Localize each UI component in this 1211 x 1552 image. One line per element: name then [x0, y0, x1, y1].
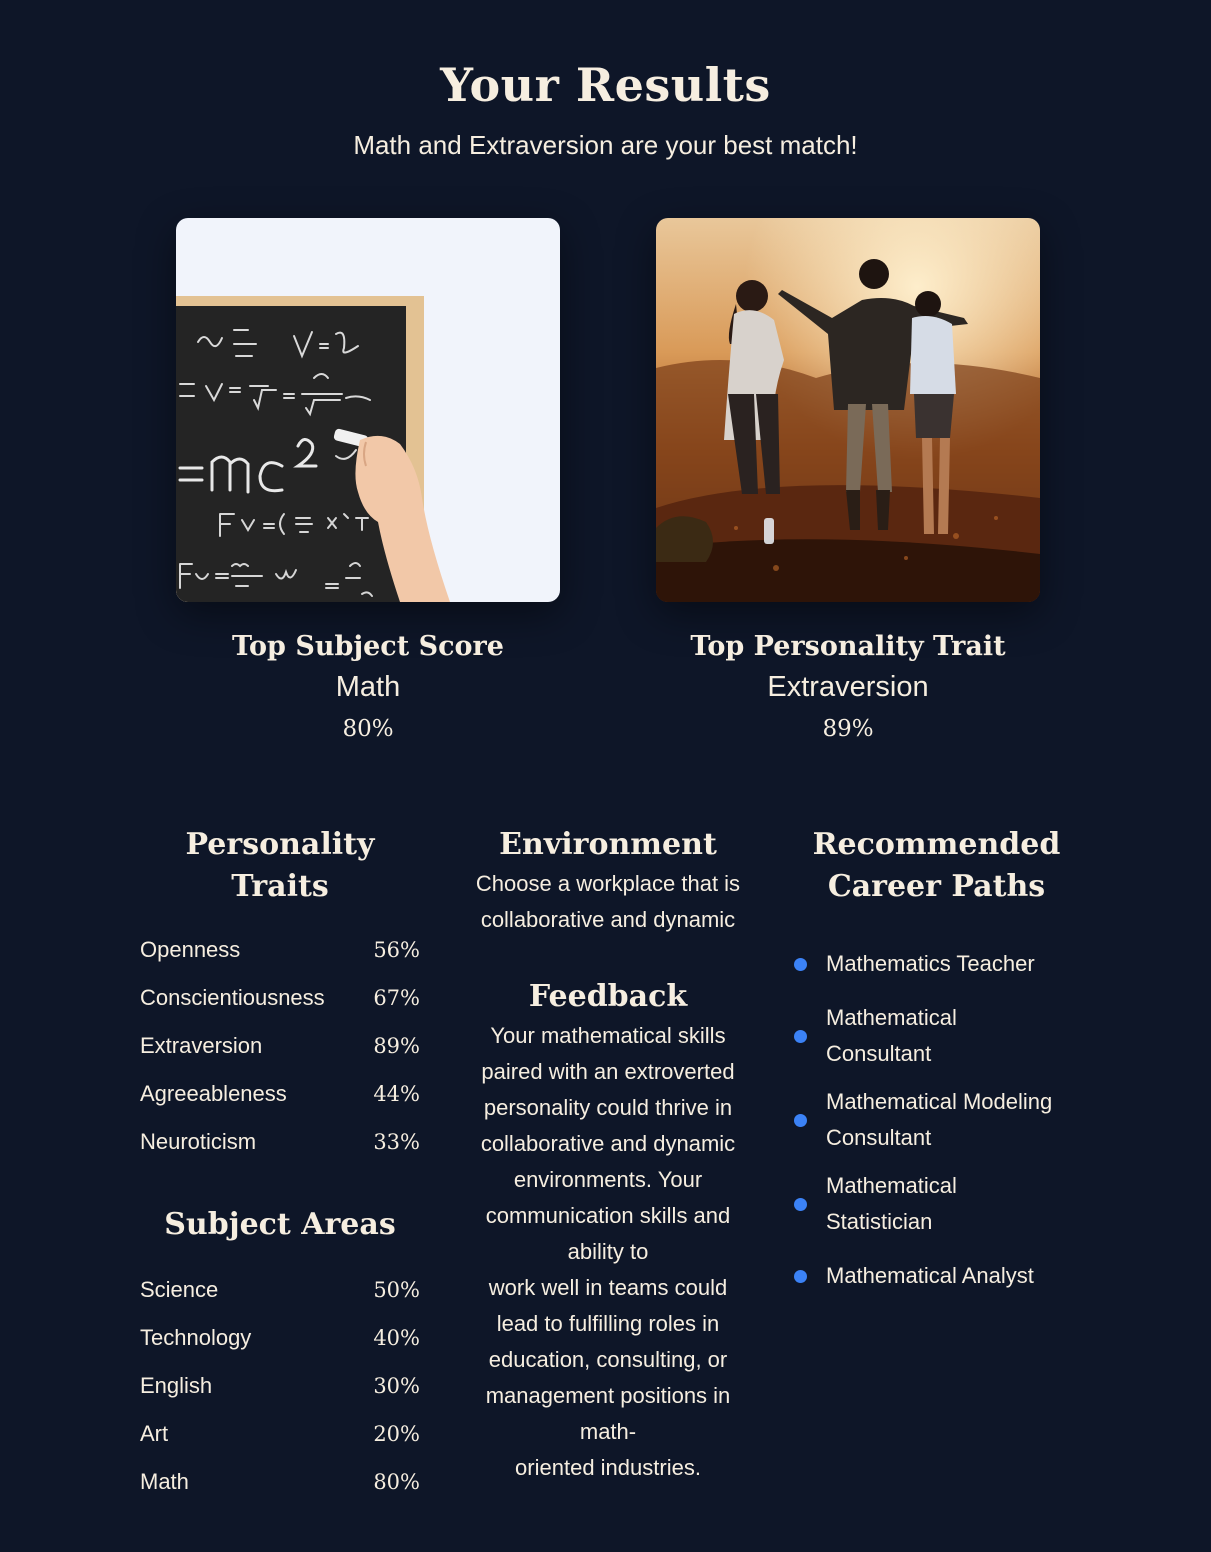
subject-areas-heading: Subject Areas — [164, 1207, 396, 1242]
subject-row — [140, 1458, 420, 1506]
subject-label: English — [140, 1373, 213, 1398]
bullet-icon — [794, 1030, 807, 1043]
list-item — [794, 1162, 1084, 1246]
subject-row — [140, 1266, 420, 1314]
career-label: Mathematical Analyst — [826, 1263, 1034, 1288]
subject-row — [140, 1314, 420, 1362]
top-subject-name: Math — [335, 671, 401, 703]
list-item — [794, 934, 1084, 994]
subject-value: 80% — [373, 1470, 420, 1494]
top-trait-heading: Top Personality Trait — [690, 631, 1006, 662]
top-subject-caption — [176, 628, 560, 750]
page-title: Your Results — [440, 58, 771, 112]
advice-column — [466, 824, 750, 1486]
trait-row — [140, 1022, 420, 1070]
feedback-text-3: oriented industries. — [515, 1455, 701, 1480]
trait-value: 44% — [373, 1082, 420, 1106]
career-label: Mathematical Modeling Consultant — [826, 1089, 1053, 1150]
career-paths-list — [794, 934, 1084, 1306]
feedback-text-2: work well in teams could lead to fulfilling roles in education, consulting, or management positions in math- — [485, 1275, 731, 1444]
extraversion-image-card — [656, 218, 1040, 602]
trait-label: Agreeableness — [140, 1081, 287, 1106]
trait-label: Neuroticism — [140, 1129, 257, 1154]
trait-value: 33% — [373, 1130, 420, 1154]
subject-row — [140, 1362, 420, 1410]
trait-label: Conscientiousness — [140, 985, 325, 1010]
subject-value: 50% — [373, 1278, 420, 1302]
careers-column — [794, 824, 1084, 1306]
list-item — [794, 994, 1084, 1078]
trait-value: 56% — [373, 938, 420, 962]
bullet-icon — [794, 1198, 807, 1211]
trait-value: 67% — [373, 986, 420, 1010]
top-trait-percent: 89% — [822, 716, 874, 742]
chalkboard-image — [176, 218, 560, 602]
math-image-card — [176, 218, 560, 602]
career-label: Mathematical Consultant — [826, 1005, 957, 1066]
top-trait-name: Extraversion — [767, 671, 929, 703]
top-subject-percent: 80% — [342, 716, 394, 742]
personality-traits-heading: Personality Traits — [185, 827, 375, 904]
subject-areas-list — [140, 1266, 420, 1506]
list-item — [794, 1246, 1084, 1306]
subject-row — [140, 1410, 420, 1458]
career-label: Mathematics Teacher — [826, 951, 1035, 976]
friends-sunset-image — [656, 218, 1040, 602]
environment-text: Choose a workplace that is collaborative and dynamic — [475, 871, 741, 932]
career-label: Mathematical Statistician — [826, 1173, 957, 1234]
list-item — [794, 1078, 1084, 1162]
bullet-icon — [794, 958, 807, 971]
subject-value: 30% — [373, 1374, 420, 1398]
stats-column — [140, 824, 420, 1506]
trait-label: Openness — [140, 937, 241, 962]
trait-row — [140, 1070, 420, 1118]
trait-row — [140, 926, 420, 974]
page-subtitle: Math and Extraversion are your best match! — [353, 130, 858, 160]
subject-label: Math — [140, 1469, 189, 1494]
trait-label: Extraversion — [140, 1033, 263, 1058]
trait-row — [140, 974, 420, 1022]
subject-value: 40% — [373, 1326, 420, 1350]
feedback-heading: Feedback — [528, 979, 688, 1014]
personality-traits-list — [140, 926, 420, 1166]
subject-label: Art — [140, 1421, 169, 1446]
trait-value: 89% — [373, 1034, 420, 1058]
subject-value: 20% — [373, 1422, 420, 1446]
bullet-icon — [794, 1114, 807, 1127]
environment-heading: Environment — [499, 827, 717, 862]
top-trait-caption — [656, 628, 1040, 750]
feedback-text-1: Your mathematical skills paired with an extroverted personality could thrive in collaborative and dynamic environments. Your communication skills and ability to — [480, 1023, 736, 1264]
subject-label: Science — [140, 1277, 219, 1302]
trait-row — [140, 1118, 420, 1166]
bullet-icon — [794, 1270, 807, 1283]
subject-label: Technology — [140, 1325, 252, 1350]
top-subject-heading: Top Subject Score — [232, 631, 504, 662]
career-paths-heading: Recommended Career Paths — [812, 827, 1061, 904]
